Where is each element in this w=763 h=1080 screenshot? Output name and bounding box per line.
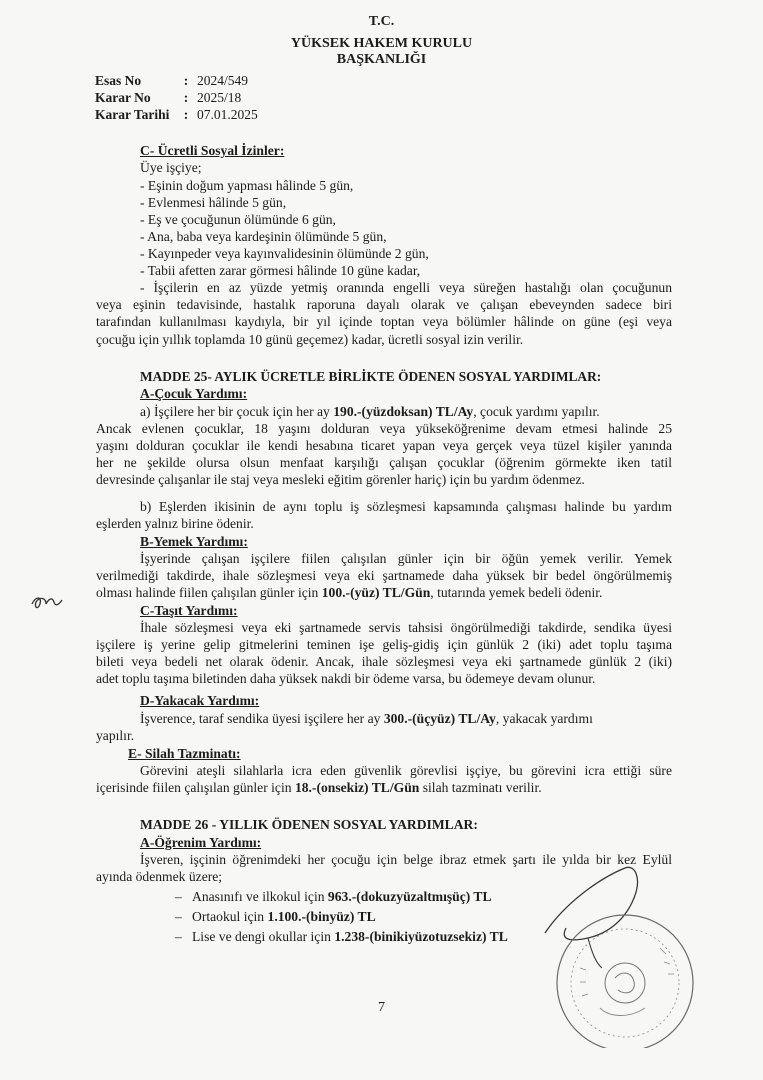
- ogrenim-item: – Ortaokul için 1.100.-(binyüz) TL: [175, 909, 376, 924]
- meta-value: 2025/18: [197, 90, 242, 105]
- cocuk-yardimi-title: A-Çocuk Yardımı:: [140, 386, 248, 401]
- section-c-item: - Eş ve çocuğunun ölümünde 6 gün,: [140, 212, 336, 227]
- silah-tazminati-title: E- Silah Tazminatı:: [128, 746, 241, 761]
- ogrenim-item-amount: 1.100.-(binyüz) TL: [267, 909, 376, 924]
- yemek-yardimi-title: B-Yemek Yardımı:: [140, 534, 248, 549]
- header-institution: YÜKSEK HAKEM KURULU: [290, 36, 473, 51]
- cocuk-yardimi-line: Ancak evlenen çocuklar, 18 yaşını dolduran veya yükseköğrenime devam etmesi halinde 25: [96, 421, 672, 436]
- ogrenim-item: – Lise ve dengi okullar için 1.238-(binikiyüzotuzsekiz) TL: [175, 929, 508, 944]
- section-c-item: - Eşinin doğum yapması hâlinde 5 gün,: [140, 178, 354, 193]
- silah-tazminati-amount: 18.-(onsekiz) TL/Gün: [294, 780, 420, 795]
- section-c-item: - Tabii afetten zarar görmesi hâlinde 10 güne kadar,: [140, 263, 421, 278]
- meta-key: Esas No: [95, 73, 142, 88]
- section-c-para-line: çocuğu için yıllık toplamda 10 günü geçemez) kadar, ücretli sosyal izin verilir.: [96, 332, 524, 347]
- header-tc: T.C.: [368, 14, 395, 29]
- yakacak-yardimi-title: D-Yakacak Yardımı:: [140, 693, 260, 708]
- page-number: 7: [378, 1000, 385, 1015]
- ogrenim-yardimi-title: A-Öğrenim Yardımı:: [140, 835, 262, 850]
- section-c-item: - Kayınpeder veya kayınvalidesinin ölümünde 2 gün,: [140, 246, 429, 261]
- section-c-para-line: - İşçilerin en az yüzde yetmiş oranında engelli veya süreğen hastalığı olan çocuğunun: [140, 280, 672, 295]
- yemek-yardimi-line: İşyerinde çalışan işçilere fiilen çalışılan günler için bir öğün yemek verilir. Yemek: [140, 551, 672, 566]
- section-c-title: C- Ücretli Sosyal İzinler:: [140, 143, 285, 158]
- handwritten-initial-mark: [28, 590, 68, 614]
- meta-value: 07.01.2025: [197, 107, 258, 122]
- ogrenim-item-amount: 963.-(dokuzyüzaltmışüç) TL: [327, 889, 492, 904]
- header-department: BAŞKANLIĞI: [336, 52, 427, 67]
- official-stamp-icon: [530, 858, 705, 1048]
- tasit-yardimi-title: C-Taşıt Yardımı:: [140, 603, 238, 618]
- madde-26-title: MADDE 26 - YILLIK ÖDENEN SOSYAL YARDIMLAR:: [140, 817, 478, 832]
- cocuk-yardimi-line: a) İşçilere her bir çocuk için her ay 190.-(yüzdoksan) TL/Ay, çocuk yardımı yapılır.: [140, 404, 600, 419]
- meta-value: 2024/549: [197, 73, 249, 88]
- yakacak-yardimi-line: İşverence, taraf sendika üyesi işçilere her ay 300.-(üçyüz) TL/Ay, yakacak yardımı: [140, 711, 593, 726]
- yemek-yardimi-amount: 100.-(yüz) TL/Gün: [321, 585, 431, 600]
- silah-tazminati-line: Görevini ateşli silahlarla icra eden güvenlik görevlisi işçiye, bu görevini icra ettiği süre: [140, 763, 672, 778]
- meta-karar: Karar No : 2025/18: [95, 90, 242, 105]
- cocuk-yardimi-line: yaşını dolduran çocuklar ile kendi hesabına ticaret yapan veya gerçek veya tüzel kişiler yanında: [96, 438, 672, 453]
- ogrenim-item-amount: 1.238-(binikiyüzotuzsekiz) TL: [334, 929, 508, 944]
- ogrenim-yardimi-line: ayında ödenmek üzere;: [96, 869, 223, 884]
- ogrenim-yardimi-line: İşveren, işçinin öğrenimdeki her çocuğu için belge ibraz etmek şartı ile yılda bir kez Eylül: [140, 852, 672, 867]
- section-c-para-line: veya eşinin tedavisinde, hastalık raporuna dayalı olarak ve çalışan ebeveynden sadece biri: [96, 297, 672, 312]
- yakacak-yardimi-amount: 300.-(üçyüz) TL/Ay: [383, 711, 496, 726]
- section-c-intro: Üye işçiye;: [140, 160, 202, 175]
- section-c-item: - Evlenmesi hâlinde 5 gün,: [140, 195, 287, 210]
- yakacak-yardimi-line: yapılır.: [96, 728, 135, 743]
- tasit-yardimi-line: bileti veya bedeli net olarak ödenir. Ancak, ihale sözleşmesi veya eki şartnamede günlük 2 (iki): [96, 654, 672, 669]
- ogrenim-item: – Anasınıfı ve ilkokul için 963.-(dokuzyüzaltmışüç) TL: [175, 889, 492, 904]
- cocuk-yardimi-line: her ne şekilde olursa olsun menfaat karşılığı çalışan çocuklar (öğrenim görmekte iken tatil: [96, 455, 672, 470]
- section-c-para-line: tarafından kullanılması kaydıyla, bir yıl içinde toptan veya bölümler hâlinde on güne (eşi veya: [96, 314, 672, 329]
- meta-tarih: Karar Tarihi : 07.01.2025: [95, 107, 258, 122]
- section-c-item: - Ana, baba veya kardeşinin ölümünde 5 gün,: [140, 229, 387, 244]
- madde-25-title: MADDE 25- AYLIK ÜCRETLE BİRLİKTE ÖDENEN SOSYAL YARDIMLAR:: [140, 369, 602, 384]
- tasit-yardimi-line: işçilere iş yerine gelip gitmelerini teminen işe geliş-gidiş için günlük 2 (iki) adet toplu taşıma: [96, 637, 672, 652]
- cocuk-yardimi-b-line: eşlerden yalnız birine ödenir.: [96, 516, 254, 531]
- cocuk-yardimi-b-line: b) Eşlerden ikisinin de aynı toplu iş sözleşmesi kapsamında çalışması halinde bu yardım: [140, 499, 672, 514]
- yemek-yardimi-line: verilmediği takdirde, ihale sözleşmesi veya eki şartnamede daha yüksek bir bedel öngörülmemiş: [96, 568, 672, 583]
- meta-key: Karar No: [95, 90, 151, 105]
- meta-key: Karar Tarihi: [95, 107, 170, 122]
- tasit-yardimi-line: adet toplu taşıma biletinden daha yüksek nakdi bir ödeme varsa, bu ödemeye devam olunur.: [96, 671, 596, 686]
- meta-esas: Esas No : 2024/549: [95, 73, 249, 88]
- yemek-yardimi-line: olması halinde fiilen çalışılan günler için 100.-(yüz) TL/Gün, tutarında yemek bedeli ödenir.: [96, 585, 603, 600]
- cocuk-yardimi-amount: 190.-(yüzdoksan) TL/Ay: [333, 404, 474, 419]
- tasit-yardimi-line: İhale sözleşmesi veya eki şartnamede servis tahsisi öngörülmediği takdirde, sendika üyesi: [140, 620, 672, 635]
- cocuk-yardimi-line: devresinde çalışanlar ile staj veya mesleki eğitim görenler hariç) için bu yardım ödenmez.: [96, 472, 585, 487]
- silah-tazminati-line: içerisinde fiilen çalışılan günler için 18.-(onsekiz) TL/Gün silah tazminatı verilir.: [96, 780, 542, 795]
